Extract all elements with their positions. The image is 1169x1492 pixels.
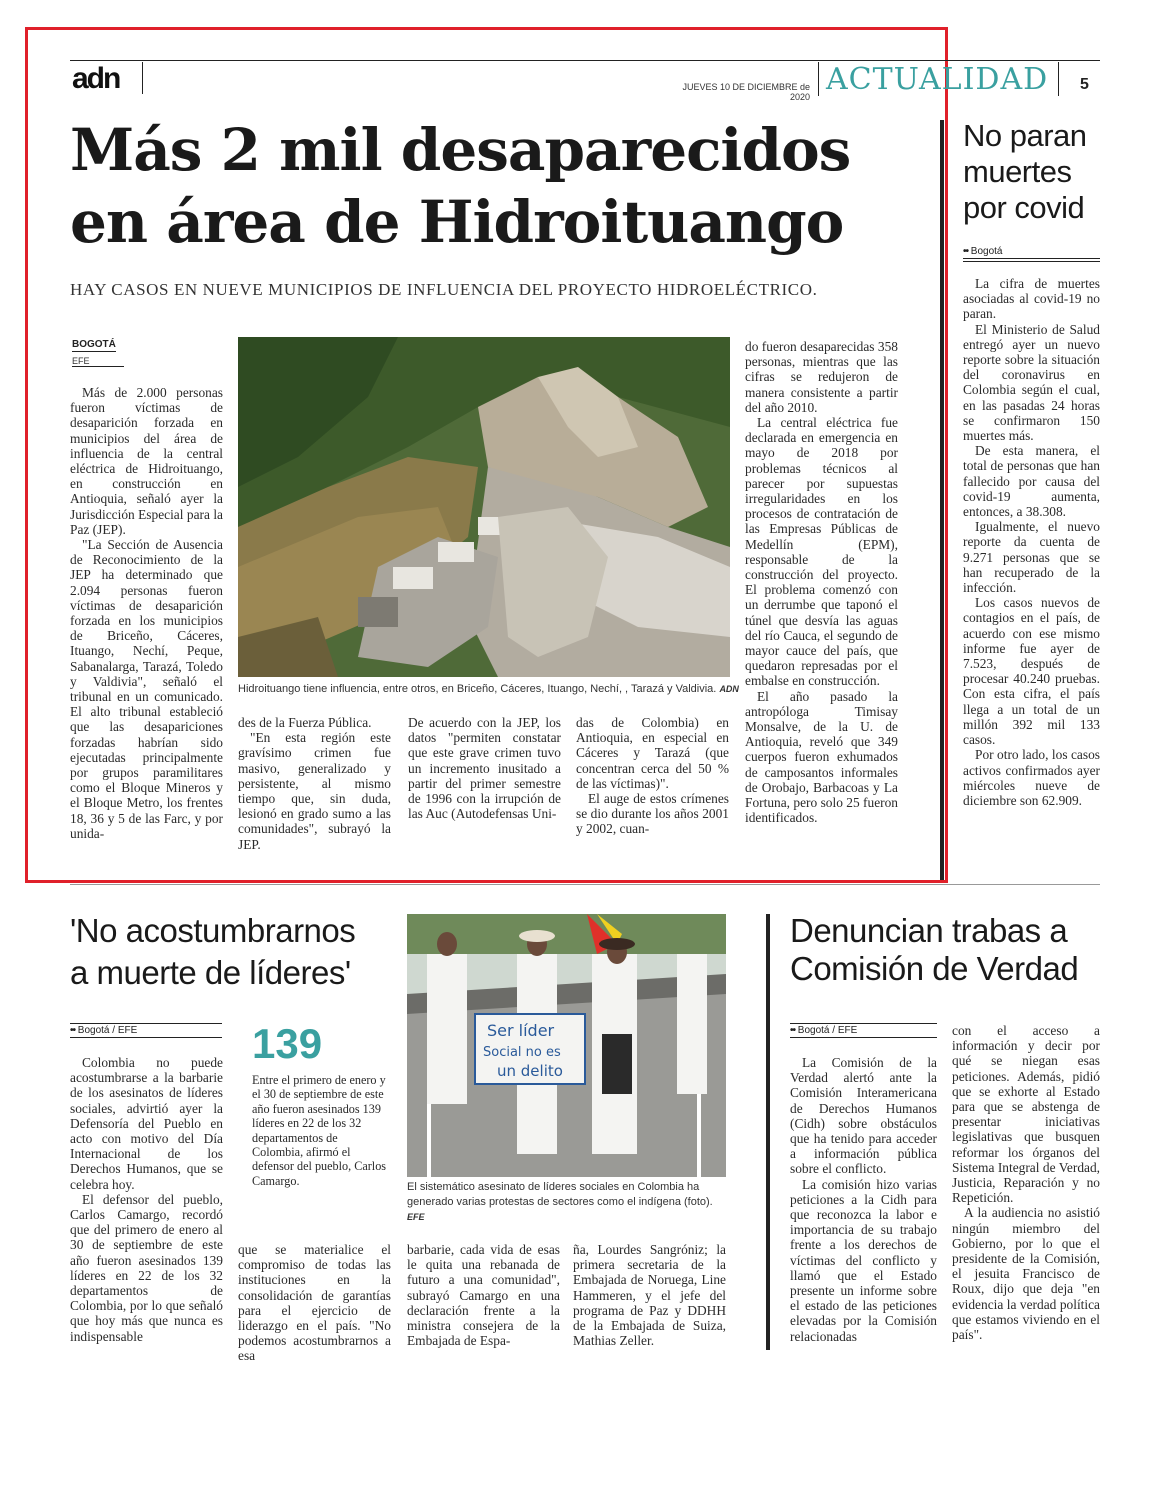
main-column-3 bbox=[408, 715, 561, 821]
paragraph: do fueron desaparecidas 358 personas, mientras que las cifras se redujeron de manera consistente a partir del año 2010. bbox=[745, 339, 898, 415]
paragraph: Igualmente, el nuevo reporte da cuenta de 9.271 personas que se han recuperado de la infección. bbox=[963, 519, 1100, 596]
hidroituango-photo bbox=[238, 337, 730, 677]
paragraph: barbarie, cada vida de esas le quita una rebanada de futuro a una comunidad", subrayó Camargo en una declaración frente a la ministra consejera de la Embajada de Espa- bbox=[407, 1242, 560, 1349]
main-headline-line2: en área de Hidroituango bbox=[70, 188, 844, 256]
bullet-icon: •• bbox=[70, 1025, 76, 1036]
main-column-2 bbox=[238, 715, 391, 852]
number-caption: Entre el primero de enero y el 30 de septiembre de este año fueron asesinados 139 líderes en 22 de los 32 departamentos de Colombia, afirmó el defensor del pueblo, Carlos Camargo. bbox=[252, 1073, 387, 1188]
truth-story-rule bbox=[766, 914, 770, 1350]
paragraph: El auge de estos crímenes se dio durante los años 2001 y 2002, cuan- bbox=[576, 791, 729, 837]
logo: adn bbox=[72, 62, 120, 95]
section-separator bbox=[70, 884, 1100, 885]
paragraph: Más de 2.000 personas fueron víctimas de desaparición forzada en municipios del área de influencia de la central eléctrica de Hidroituango, en construcción en Antioquia, señaló ayer la Jurisdicción Especial para la Paz (JEP). bbox=[70, 385, 223, 537]
protest-photo bbox=[407, 914, 726, 1177]
bullet-icon: •• bbox=[963, 246, 969, 257]
paragraph: "En esta región este gravísimo crimen fue masivo, generalizado y persistente, al mismo tiempo que, sin duda, lesionó en grado sumo a las comunidades", subrayó la JEP. bbox=[238, 730, 391, 852]
main-agency: EFE bbox=[72, 356, 124, 367]
main-subtitle: HAY CASOS EN NUEVE MUNICIPIOS DE INFLUENCIA DEL PROYECTO HIDROELÉCTRICO. bbox=[70, 280, 818, 299]
bullet-icon: •• bbox=[790, 1025, 796, 1036]
side-story-rule bbox=[940, 120, 944, 880]
sign-text: Ser líder bbox=[487, 1021, 555, 1040]
paragraph: La Comisión de la Verdad alertó ante la Comisión Interamericana de Derechos Humanos (Cidh) sobre obstáculos que ha tenido para acceder a información pública sobre el conflicto. bbox=[790, 1055, 937, 1177]
header-rule bbox=[70, 60, 1100, 61]
leaders-headline-line1: 'No acostumbrarnos bbox=[70, 912, 356, 949]
big-number: 139 bbox=[252, 1020, 323, 1067]
sign-text: Social no es bbox=[483, 1045, 561, 1060]
truth-headline-line2: Comisión de Verdad bbox=[790, 950, 1079, 987]
paragraph: La cifra de muertes asociadas al covid-19 no paran. bbox=[963, 276, 1100, 322]
paragraph: que se materialice el compromiso de todas las instituciones en la consolidación de garantías para el ejercicio de liderazgo en el país. "No podemos acostumbrarnos a esa bbox=[238, 1242, 391, 1364]
side-rule bbox=[963, 261, 1100, 262]
truth-column-2 bbox=[952, 1023, 1100, 1342]
paragraph: De acuerdo con la JEP, los datos "permiten constatar que este grave crimen tuvo un incremento inusitado a partir del primer semestre de 1996 con la irrupción de las Auc (Autodefensas Uni- bbox=[408, 715, 561, 822]
paragraph: Por otro lado, los casos activos confirmados ayer miércoles nueve de diciembre son 62.909. bbox=[963, 747, 1100, 808]
section-name: ACTUALIDAD bbox=[826, 62, 1049, 97]
main-headline-line1: Más 2 mil desaparecidos bbox=[70, 116, 851, 184]
main-location: BOGOTÁ bbox=[72, 339, 116, 350]
leaders-column-2 bbox=[238, 1242, 391, 1364]
logo-divider bbox=[142, 62, 143, 94]
truth-column-1 bbox=[790, 1055, 937, 1344]
page-number-divider bbox=[1058, 62, 1059, 96]
paragraph: El Ministerio de Salud entregó ayer un nuevo reporte sobre la situación del coronavirus en Colombia según el cual, en las pasadas 24 horas se confirmaron 150 muertes más. bbox=[963, 321, 1100, 444]
side-headline: No paran muertes por covid bbox=[963, 118, 1087, 225]
side-location: •• Bogotá bbox=[963, 246, 1100, 259]
paragraph: El año pasado la antropóloga Timisay Monsalve, de la U. de Antioquia, reveló que 349 cuerpos fueron exhumados de camposantos informales de Orobajo, Barbacoas y La Fortuna, pero solo 25 fueron identificados. bbox=[745, 688, 898, 826]
protest-photo-caption: El sistemático asesinato de líderes sociales en Colombia ha generado varias protestas de sectores como el indígena (foto). EFE bbox=[407, 1181, 713, 1222]
paragraph: ña, Lourdes Sangróniz; la primera secretaria de la Embajada de Noruega, Line Hammeren, y el jefe del programa de Paz y DDHH de la Embajada de Suiza, Mathias Zeller. bbox=[573, 1242, 726, 1349]
paragraph: De esta manera, el total de personas que han fallecido por causa del covid-19 aumenta, entonces, a 38.308. bbox=[963, 443, 1100, 520]
paragraph: Los casos nuevos de contagios en el país, de acuerdo con ese mismo informe fue ayer de 7.523, después de procesar 40.240 pruebas. Con esta cifra, el país llega a un total de un millón 392 mil 133 casos. bbox=[963, 595, 1100, 748]
page-number: 5 bbox=[1080, 76, 1089, 93]
paragraph: des de la Fuerza Pública. bbox=[238, 715, 372, 730]
leaders-headline-line2: a muerte de líderes' bbox=[70, 954, 351, 991]
truth-headline-line1: Denuncian trabas a bbox=[790, 912, 1068, 949]
leaders-column-3 bbox=[407, 1242, 560, 1348]
truth-location: •• Bogotá / EFE bbox=[790, 1023, 937, 1038]
section-divider bbox=[818, 62, 819, 96]
paragraph: "La Sección de Ausencia de Reconocimiento de la JEP ha determinado que 2.094 personas fueron víctimas de desaparición forzada en los municipios de Briceño, Cáceres, Ituango, Nechí, Peque, Sabanalarga, Tarazá, Toledo y Valdivia", señaló el tribunal en un comunicado. El alto tribunal estableció que las desapariciones forzadas habrían sido ejecutadas principalmente por grupos paramilitares como el Bloque Mineros y el Bloque Metro, los frentes 18, 36 y 5 de las Farc, y por unida- bbox=[70, 537, 223, 841]
paragraph: Colombia no puede acostumbrarse a la barbarie de los asesinatos de líderes sociales, advirtió ayer la Defensoría del Pueblo en acto con motivo del Día Internacional de los Derechos Humanos, que se celebra hoy. bbox=[70, 1055, 223, 1192]
sign-text: un delito bbox=[497, 1062, 563, 1080]
paragraph: La central eléctrica fue declarada en emergencia en mayo de 2018 por problemas técnicos al parecer por supuestas irregularidades en los procesos de contratación de las Empresas Públicas de Medellín (EPM), responsable de la construcción del proyecto. El problema comenzó con un derrumbe que taponó el túnel que desvía las aguas del río Cauca, el segundo de mayor cauce del país, que quedaron represadas por el embalse en construcción. bbox=[745, 415, 898, 689]
paragraph: El defensor del pueblo, Carlos Camargo, recordó que del primero de enero al 30 de septiembre de este año fueron asesinados 139 líderes en 22 de los 32 departamentos de Colombia, por lo que señaló que hoy más que nunca es indispensable bbox=[70, 1191, 223, 1344]
main-column-1 bbox=[70, 385, 223, 841]
leaders-column-1 bbox=[70, 1055, 223, 1344]
side-column bbox=[963, 276, 1100, 808]
paragraph: A la audiencia no asistió ningún miembro del Gobierno, por lo que el presidente de la Comisión, el jesuita Francisco de Roux, dijo que deja "en evidencia la verdad política que estamos viviendo en el país". bbox=[952, 1205, 1100, 1343]
paragraph: das de Colombia) en Antioquia, en especial en Cáceres y Tarazá (que concentran cerca del 50 % de las víctimas)". bbox=[576, 715, 729, 791]
paragraph: con el acceso a información y decir por qué se niegan esas peticiones. Además, pidió que se exhorte al Estado para que se abstenga de presentar iniciativas legislativas que busquen reformar los órganos del Sistema Integral de Verdad, Justicia, Reparación y no Repetición. bbox=[952, 1023, 1100, 1206]
page-date: JUEVES 10 DE DICIEMBRE de 2020 bbox=[682, 82, 810, 102]
main-column-4 bbox=[576, 715, 729, 837]
paragraph: La comisión hizo varias peticiones a la Cidh para que reconozca la labor e importancia de su trabajo frente a los derechos de víctimas del conflicto y llamó que el Estado presente un informe sobre el estado de las peticiones elevadas por la Comisión relacionadas bbox=[790, 1176, 937, 1344]
main-column-5 bbox=[745, 339, 898, 826]
main-photo-caption: Hidroituango tiene influencia, entre otros, en Briceño, Cáceres, Ituango, Nechí, , Tarazá y Valdivia. ADN bbox=[238, 683, 739, 695]
leaders-location: •• Bogotá / EFE bbox=[70, 1023, 222, 1038]
leaders-column-4 bbox=[573, 1242, 726, 1348]
